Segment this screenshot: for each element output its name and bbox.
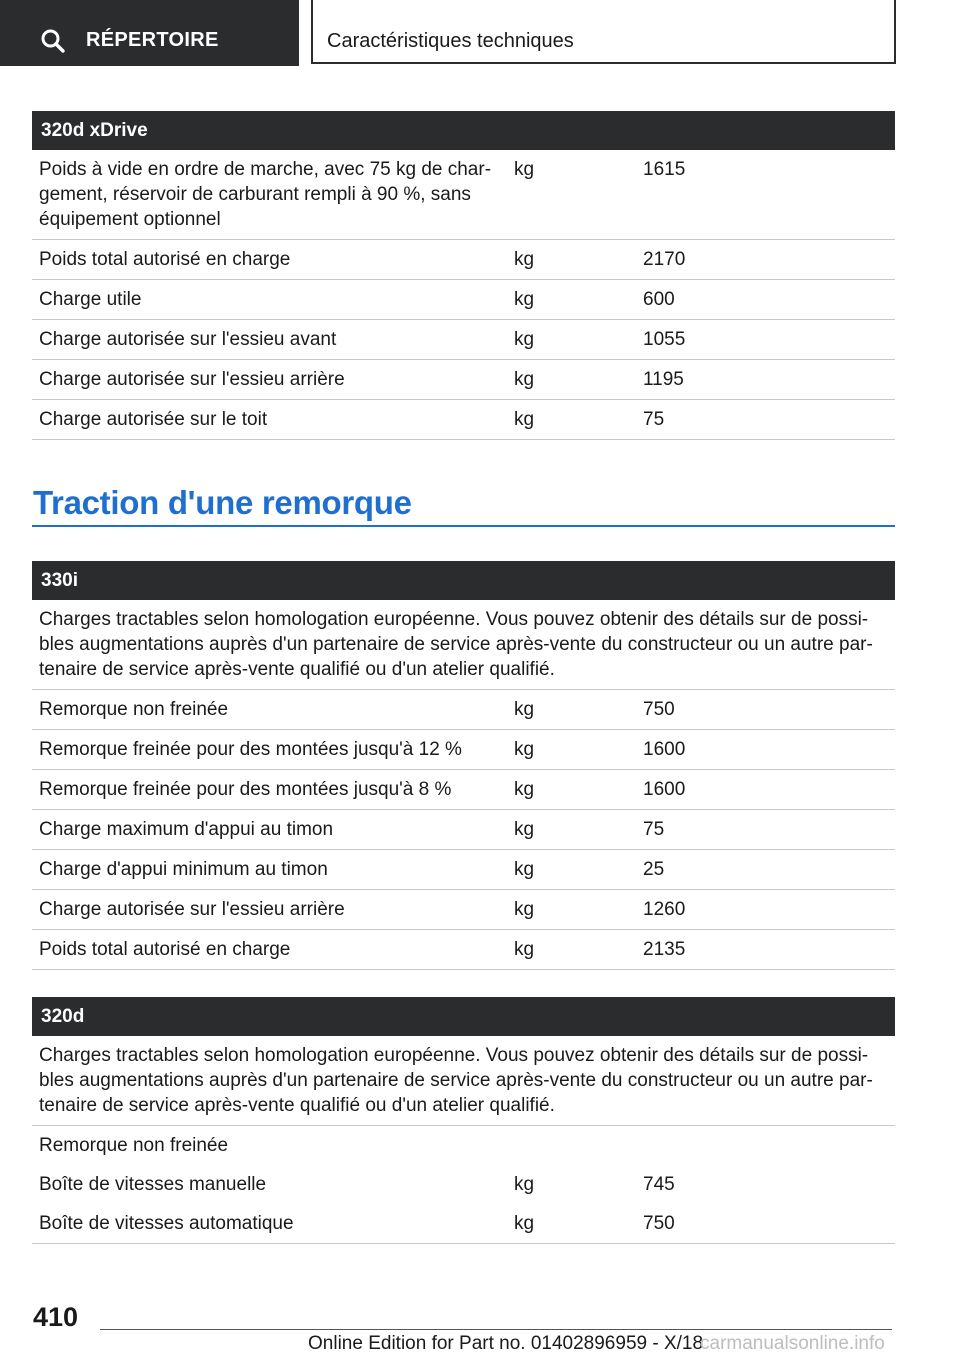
table-row: [32, 360, 895, 400]
row-label: Charge autorisée sur l'essieu arrière: [39, 369, 345, 390]
row-label: Charge autorisée sur l'essieu avant: [39, 329, 337, 350]
row-value: 750: [643, 1213, 675, 1234]
table-row: [32, 770, 895, 810]
row-value: 1600: [643, 739, 686, 760]
row-unit: kg: [514, 1213, 535, 1234]
row-value: 75: [643, 409, 665, 430]
row-unit: kg: [514, 739, 535, 760]
table-row: [32, 320, 895, 360]
row-label: Poids total autorisé en charge: [39, 249, 291, 270]
note-text: Charges tractables selon homologation européenne. Vous pouvez obtenir des détails sur de possi- bles augmentations auprès d'un partenaire de service après-vente du constructeur ou un autre par- tenaire de service après-vente qualifié ou d'un atelier qualifié.: [39, 609, 873, 680]
row-value: 1600: [643, 779, 686, 800]
table-row: [32, 1204, 895, 1244]
row-unit: kg: [514, 369, 535, 390]
row-label: Poids à vide en ordre de marche, avec 75 kg de char- gement, réservoir de carburant rempli à 90 %, sans équipement optionnel: [39, 159, 492, 230]
row-label: Remorque freinée pour des montées jusqu'à 12 %: [39, 739, 462, 760]
row-value: 1055: [643, 329, 686, 350]
row-value: 750: [643, 699, 675, 720]
table-row: [32, 240, 895, 280]
row-value: 745: [643, 1174, 675, 1195]
row-label: Charge utile: [39, 289, 142, 310]
table-row: [32, 690, 895, 730]
table-note: [32, 1036, 895, 1126]
row-unit: kg: [514, 289, 535, 310]
index-tab[interactable]: [0, 0, 299, 66]
row-value: 2170: [643, 249, 686, 270]
section-tab[interactable]: [311, 0, 896, 64]
table-row: [32, 730, 895, 770]
row-unit: kg: [514, 859, 535, 880]
search-icon: [40, 28, 66, 54]
footer-edition: Online Edition for Part no. 01402896959 - X/18: [308, 1333, 704, 1354]
row-value: 600: [643, 289, 675, 310]
table-320d: [32, 997, 895, 1244]
row-unit: kg: [514, 159, 535, 180]
row-value: 75: [643, 819, 665, 840]
row-unit: kg: [514, 699, 535, 720]
row-label: Charge maximum d'appui au timon: [39, 819, 334, 840]
table-row: [32, 930, 895, 970]
page-number: 410: [33, 1302, 79, 1332]
table-title: 320d xDrive: [32, 111, 895, 150]
row-unit: kg: [514, 899, 535, 920]
row-subheading: Remorque non freinée: [39, 1135, 229, 1156]
watermark: carmanualsonline.info: [700, 1333, 885, 1354]
footer-divider: [100, 1329, 892, 1330]
row-label: Remorque non freinée: [39, 699, 229, 720]
row-unit: kg: [514, 819, 535, 840]
table-row: [32, 810, 895, 850]
row-value: 1195: [643, 369, 684, 390]
row-label: Charge d'appui minimum au timon: [39, 859, 328, 880]
row-unit: kg: [514, 1174, 535, 1195]
table-subheading-row: [32, 1126, 895, 1165]
row-unit: kg: [514, 409, 535, 430]
row-unit: kg: [514, 939, 535, 960]
row-value: 1260: [643, 899, 686, 920]
table-title: 330i: [32, 561, 895, 600]
note-text: Charges tractables selon homologation européenne. Vous pouvez obtenir des détails sur de possi- bles augmentations auprès d'un partenaire de service après-vente du constructeur ou un autre par- tenaire de service après-vente qualifié ou d'un atelier qualifié.: [39, 1045, 873, 1116]
row-value: 1615: [643, 159, 686, 180]
row-label: Charge autorisée sur l'essieu arrière: [39, 899, 345, 920]
row-unit: kg: [514, 329, 535, 350]
section-title: Traction d'une remorque: [33, 484, 412, 521]
row-label: Boîte de vitesses manuelle: [39, 1174, 267, 1195]
row-label: Charge autorisée sur le toit: [39, 409, 268, 430]
table-330i: [32, 561, 895, 970]
row-unit: kg: [514, 779, 535, 800]
section-label: Caractéristiques techniques: [327, 30, 574, 52]
index-label: RÉPERTOIRE: [86, 29, 219, 51]
row-label: Boîte de vitesses automatique: [39, 1213, 294, 1234]
row-unit: kg: [514, 249, 535, 270]
table-row: [32, 150, 895, 240]
section-divider: [32, 525, 895, 527]
row-label: Poids total autorisé en charge: [39, 939, 291, 960]
table-title: 320d: [32, 997, 895, 1036]
table-row: [32, 850, 895, 890]
table-row: [32, 890, 895, 930]
table-row: [32, 400, 895, 440]
row-label: Remorque freinée pour des montées jusqu'à 8 %: [39, 779, 452, 800]
table-320d-xdrive: [32, 111, 895, 440]
row-value: 2135: [643, 939, 686, 960]
table-note: [32, 600, 895, 690]
table-row: [32, 280, 895, 320]
row-value: 25: [643, 859, 665, 880]
table-row: [32, 1165, 895, 1204]
